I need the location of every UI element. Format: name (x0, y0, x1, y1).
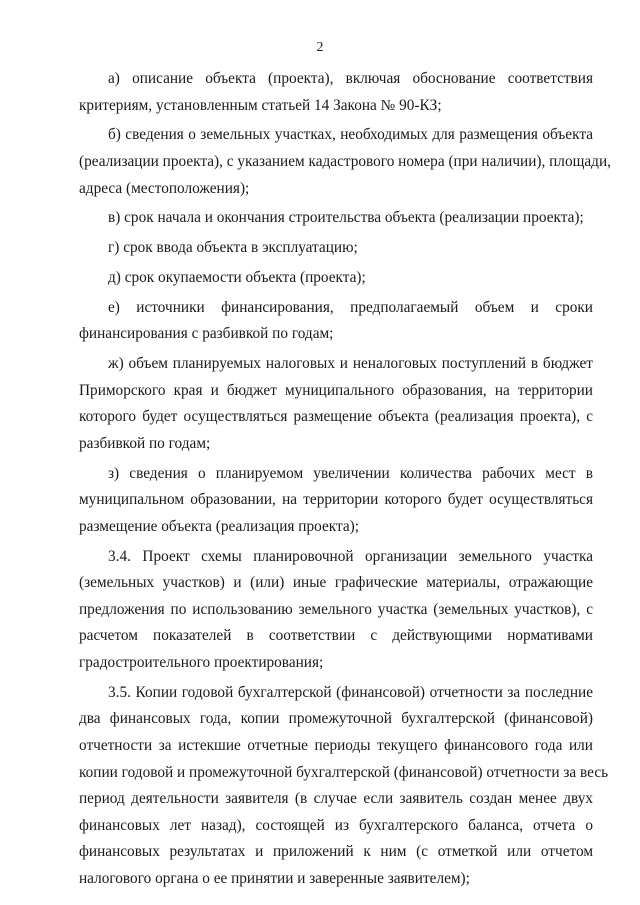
text-line: б) сведения о земельных участках, необходимых для размещения объекта (108, 126, 593, 144)
paragraph-item-zh (79, 351, 593, 457)
text-line: разбивкой по годам; (79, 434, 211, 452)
text-line: Приморского края и бюджет муниципального образования, на территории (79, 381, 593, 399)
paragraph-item-a (79, 66, 593, 119)
document-body (79, 66, 611, 896)
text-line: два финансовых года, копии промежуточной бухгалтерской (финансовой) (79, 710, 593, 728)
text-line: (земельных участков) и (или) иные графические материалы, отражающие (79, 574, 593, 592)
paragraph-item-g (79, 235, 593, 262)
paragraph-clause-3-4 (79, 544, 593, 677)
text-line: налогового органа о ее принятии и заверенные заявителем); (79, 869, 470, 887)
text-line: а) описание объекта (проекта), включая обоснование соответствия (108, 70, 593, 87)
text-line: г) срок ввода объекта в эксплуатацию; (108, 239, 358, 257)
text-line: финансирования с разбивкой по годам; (79, 325, 334, 343)
page-number: 2 (316, 40, 324, 55)
text-line: е) источники финансирования, предполагаемый объем и сроки (108, 298, 593, 316)
paragraph-item-b (79, 122, 611, 202)
text-line: финансовых результатах и приложений к ним (с отметкой или отчетом (79, 843, 593, 861)
text-line: в) срок начала и окончания строительства объекта (реализации проекта); (108, 209, 584, 227)
text-line: размещение объекта (реализация проекта); (79, 517, 359, 535)
text-line: отчетности за истекшие отчетные периоды текущего финансового года или (79, 736, 593, 754)
text-line: градостроительного проектирования; (79, 653, 324, 671)
paragraph-item-d (79, 265, 593, 292)
text-line: расчетом показателей в соответствии с действующими нормативами (79, 627, 593, 645)
text-line: 3.5. Копии годовой бухгалтерской (финансовой) отчетности за последние (108, 683, 593, 701)
text-line: копии годовой и промежуточной бухгалтерской (финансовой) отчетности за весь (79, 763, 609, 781)
paragraph-clause-3-5 (79, 680, 609, 893)
text-line: муниципальном образовании, на территории которого будет осуществляться (79, 491, 593, 509)
text-line: предложения по использованию земельного участка (земельных участков), с (79, 600, 593, 618)
text-line: период деятельности заявителя (в случае если заявитель создан менее двух (79, 790, 593, 808)
text-line: (реализации проекта), с указанием кадастрового номера (при наличии), площади, (79, 152, 611, 170)
paragraph-item-z (79, 461, 593, 541)
text-line: финансовых лет назад), состоящей из бухгалтерского баланса, отчета о (79, 816, 593, 834)
text-line: ж) объем планируемых налоговых и неналоговых поступлений в бюджет (108, 355, 593, 373)
text-line: з) сведения о планируемом увеличении количества рабочих мест в (108, 464, 593, 482)
text-line: критериям, установленным статьей 14 Закона № 90-КЗ; (79, 96, 442, 114)
paragraph-item-e (79, 295, 593, 348)
text-line: адреса (местоположения); (79, 179, 250, 197)
text-line: 3.4. Проект схемы планировочной организации земельного участка (108, 547, 593, 565)
text-line: д) срок окупаемости объекта (проекта); (108, 268, 366, 286)
text-line: которого будет осуществляться размещение объекта (реализация проекта), с (79, 408, 593, 426)
paragraph-item-v (79, 205, 593, 232)
